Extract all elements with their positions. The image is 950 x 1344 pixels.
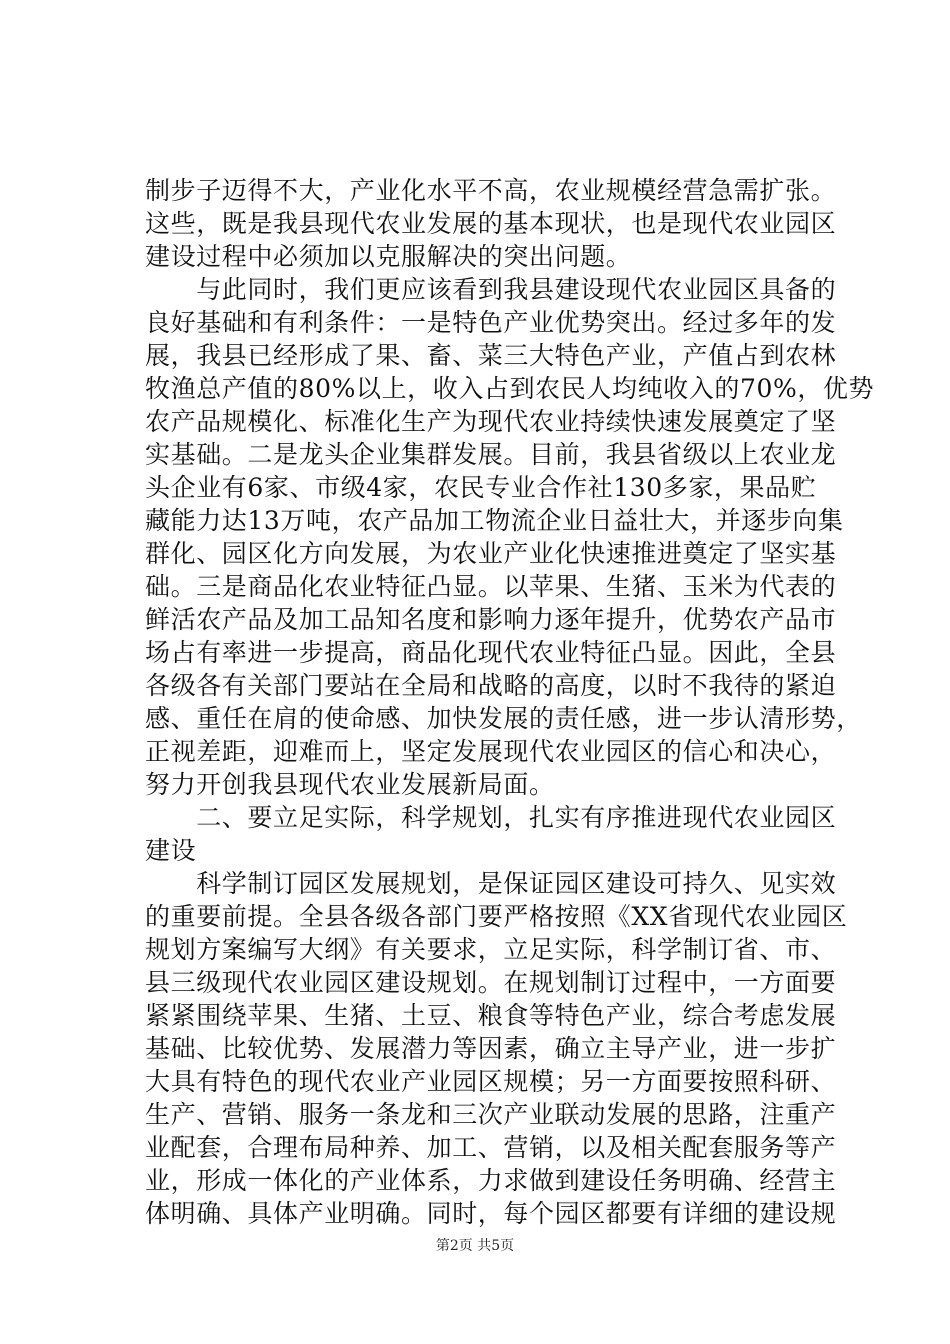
text-line: 县三级现代农业园区建设规划。在规划制订过程中，一方面要	[145, 968, 837, 997]
text-line: 业，形成一体化的产业体系，力求做到建设任务明确、经营主	[145, 1166, 837, 1195]
text-line: 实基础。二是龙头企业集群发展。目前，我县省级以上农业龙	[145, 440, 837, 469]
text-line: 制步子迈得不大，产业化水平不高，农业规模经营急需扩张。	[145, 176, 837, 205]
text-line: 良好基础和有利条件：一是特色产业优势突出。经过多年的发	[145, 308, 837, 337]
text-line: 牧渔总产值的80%以上，收入占到农民人均纯收入的70%，优势	[145, 374, 875, 403]
text-line: 正视差距，迎难而上，坚定发展现代农业园区的信心和决心，	[145, 737, 837, 766]
text-line: 努力开创我县现代农业发展新局面。	[145, 770, 555, 799]
text-line: 农产品规模化、标准化生产为现代农业持续快速发展奠定了坚	[145, 407, 837, 436]
text-line: 大具有特色的现代农业产业园区规模；另一方面要按照科研、	[145, 1067, 837, 1096]
text-line: 场占有率进一步提高，商品化现代农业特征凸显。因此，全县	[145, 638, 837, 667]
text-line: 础。三是商品化农业特征凸显。以苹果、生猪、玉米为代表的	[145, 572, 837, 601]
text-line: 规划方案编写大纲》有关要求，立足实际，科学制订省、市、	[145, 935, 837, 964]
text-line: 建设过程中必须加以克服解决的突出问题。	[145, 242, 632, 271]
text-line: 群化、园区化方向发展，为农业产业化快速推进奠定了坚实基	[145, 539, 837, 568]
paragraph-start-line: 与此同时，我们更应该看到我县建设现代农业园区具备的	[145, 275, 837, 304]
text-line: 的重要前提。全县各级各部门要严格按照《XX省现代农业园区	[145, 902, 848, 931]
text-line: 体明确、具体产业明确。同时，每个园区都要有详细的建设规	[145, 1199, 837, 1228]
section-heading-line: 二、要立足实际，科学规划，扎实有序推进现代农业园区	[145, 803, 837, 832]
text-line: 头企业有6家、市级4家，农民专业合作社130多家，果品贮	[145, 473, 817, 502]
section-heading-line: 建设	[145, 836, 197, 865]
paragraph-start-line: 科学制订园区发展规划，是保证园区建设可持久、见实效	[145, 869, 837, 898]
page-number-footer: 第2页 共5页	[435, 1238, 515, 1254]
text-line: 基础、比较优势、发展潜力等因素，确立主导产业，进一步扩	[145, 1034, 837, 1063]
text-line: 紧紧围绕苹果、生猪、土豆、粮食等特色产业，综合考虑发展	[145, 1001, 837, 1030]
text-line: 这些，既是我县现代农业发展的基本现状，也是现代农业园区	[145, 209, 837, 238]
text-line: 藏能力达13万吨，农产品加工物流企业日益壮大，并逐步向集	[145, 506, 844, 535]
text-line: 鲜活农产品及加工品知名度和影响力逐年提升，优势农产品市	[145, 605, 837, 634]
text-line: 各级各有关部门要站在全局和战略的高度，以时不我待的紧迫	[145, 671, 837, 700]
text-line: 展，我县已经形成了果、畜、菜三大特色产业，产值占到农林	[145, 341, 837, 370]
text-line: 感、重任在肩的使命感、加快发展的责任感，进一步认清形势，	[145, 704, 862, 733]
text-line: 生产、营销、服务一条龙和三次产业联动发展的思路，注重产	[145, 1100, 837, 1129]
text-line: 业配套，合理布局种养、加工、营销，以及相关配套服务等产	[145, 1133, 837, 1162]
